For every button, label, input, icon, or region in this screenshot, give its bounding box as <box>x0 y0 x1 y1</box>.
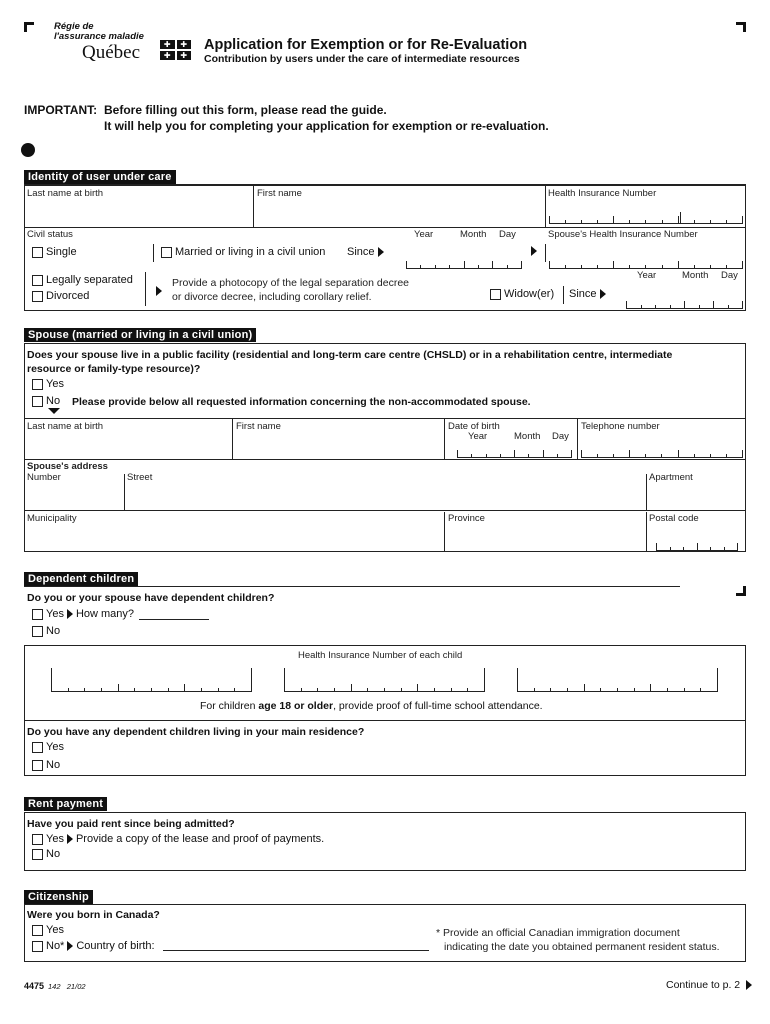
checkbox-single[interactable] <box>32 246 77 258</box>
separated-checkbox[interactable] <box>32 275 43 286</box>
widow-since <box>569 288 609 300</box>
spouse-question-2: resource or family-type resource)? <box>27 363 201 375</box>
rent-question: Have you paid rent since being admitted? <box>27 818 235 830</box>
spouse-yes-checkbox[interactable] <box>32 379 43 390</box>
label-civil-status: Civil status <box>27 229 73 240</box>
section-citizenship-title: Citizenship <box>24 890 93 904</box>
widow-checkbox[interactable] <box>490 289 501 300</box>
children-yes-checkbox[interactable] <box>32 609 43 620</box>
label-spouse-hin: Spouse's Health Insurance Number <box>548 229 698 240</box>
spouse-no-label: No <box>46 395 61 407</box>
spouse-postal-code-field[interactable] <box>656 543 738 551</box>
hin-field[interactable] <box>549 216 743 224</box>
born-canada-yes-label: Yes <box>46 924 64 936</box>
children-age-note <box>200 700 543 712</box>
rent-yes-note: Provide a copy of the lease and proof of payments. <box>75 833 325 845</box>
single-label: Single <box>46 246 77 258</box>
married-label: Married or living in a civil union <box>175 246 326 258</box>
spouse-yes-label: Yes <box>46 378 64 390</box>
widow-since-label: Since <box>569 288 597 300</box>
children-no-label: No <box>46 625 61 637</box>
country-of-birth-field[interactable] <box>163 950 429 951</box>
arrow-right-icon <box>153 283 165 301</box>
born-canada-no-checkbox[interactable] <box>32 941 43 952</box>
rent-yes-label: Yes <box>46 833 64 845</box>
widow-label-month: Month <box>682 270 709 281</box>
label-day: Day <box>499 229 516 240</box>
checkbox-legally-separated[interactable] <box>32 274 133 286</box>
arrow-right-icon <box>67 609 73 619</box>
widow-label-year: Year <box>637 270 657 281</box>
spouse-no-checkbox[interactable] <box>32 396 43 407</box>
checkbox-rent-yes[interactable] <box>32 833 324 845</box>
spouse-label-day: Day <box>552 431 569 442</box>
how-many-field[interactable] <box>139 619 209 620</box>
born-canada-yes-checkbox[interactable] <box>32 925 43 936</box>
separated-label: Legally separated <box>46 274 133 286</box>
checkbox-children-yes[interactable] <box>32 608 134 620</box>
arrow-right-icon <box>378 247 384 257</box>
section-children-title: Dependent children <box>24 572 138 586</box>
spouse-hin-arrow <box>528 246 540 256</box>
crop-mark-mid-right <box>736 586 746 596</box>
form-title: Application for Exemption or for Re-Evaluation <box>204 37 528 53</box>
crop-mark-top-left <box>24 22 34 32</box>
how-many-label: How many? <box>75 608 135 620</box>
section-spouse-title: Spouse (married or living in a civil union) <box>24 328 256 342</box>
arrow-right-icon <box>531 246 537 256</box>
checkbox-residence-yes[interactable] <box>32 741 64 753</box>
immigration-note-2: indicating the date you obtained permanent resident status. <box>444 941 720 953</box>
children-question: Do you or your spouse have dependent children? <box>27 592 275 604</box>
single-checkbox[interactable] <box>32 247 43 258</box>
divorced-checkbox[interactable] <box>32 291 43 302</box>
crop-mark-top-right <box>736 22 746 32</box>
checkbox-citizenship-no[interactable] <box>32 940 155 952</box>
spouse-label-address: Spouse's address <box>27 461 108 472</box>
children-hin-label: Health Insurance Number of each child <box>298 650 463 661</box>
spouse-label-street: Street <box>127 472 153 483</box>
org-name <box>54 22 144 42</box>
checkbox-rent-no[interactable] <box>32 848 60 860</box>
spouse-dob-field[interactable] <box>457 450 572 458</box>
married-since <box>347 246 387 258</box>
checkbox-divorced[interactable] <box>32 290 89 302</box>
spouse-label-first-name: First name <box>236 421 281 432</box>
residence-no-checkbox[interactable] <box>32 760 43 771</box>
residence-yes-checkbox[interactable] <box>32 742 43 753</box>
immigration-note-1: * Provide an official Canadian immigration document <box>436 927 680 939</box>
checkbox-citizenship-yes[interactable] <box>32 924 64 936</box>
checkbox-widow[interactable] <box>490 288 554 300</box>
form-number: 4475 <box>24 981 45 991</box>
checkbox-married[interactable] <box>161 246 325 258</box>
rent-no-checkbox[interactable] <box>32 849 43 860</box>
continue-label: Continue to p. 2 <box>666 979 741 991</box>
org-line-2: l'assurance maladie <box>54 31 144 42</box>
born-canada-no-label: No* <box>46 940 65 952</box>
children-no-checkbox[interactable] <box>32 626 43 637</box>
note-bold: age 18 or older <box>258 700 334 712</box>
arrow-right-icon <box>67 834 73 844</box>
checkbox-spouse-no[interactable] <box>32 395 60 407</box>
spouse-label-province: Province <box>448 513 485 524</box>
spouse-label-postal-code: Postal code <box>649 513 699 524</box>
divorced-label: Divorced <box>46 290 90 302</box>
form-subtitle: Contribution by users under the care of intermediate resources <box>204 53 520 65</box>
label-hin: Health Insurance Number <box>548 188 657 199</box>
widow-label-day: Day <box>721 270 738 281</box>
widow-label: Widow(er) <box>504 288 555 300</box>
label-year: Year <box>414 229 434 240</box>
label-last-name: Last name at birth <box>27 188 104 199</box>
quebec-wordmark: Québec <box>82 42 141 63</box>
section-identity-title: Identity of user under care <box>24 170 176 184</box>
rent-yes-checkbox[interactable] <box>32 834 43 845</box>
spouse-label-month: Month <box>514 431 541 442</box>
important-line-1: Before filling out this form, please read the guide. <box>104 103 387 117</box>
rent-no-label: No <box>46 848 61 860</box>
country-label: Country of birth: <box>76 940 155 952</box>
married-checkbox[interactable] <box>161 247 172 258</box>
checkbox-spouse-yes[interactable] <box>32 378 64 390</box>
spouse-no-note: Please provide below all requested information concerning the non-accommodated spouse. <box>72 396 531 408</box>
important-label: IMPORTANT: <box>24 103 98 117</box>
since-label: Since <box>347 246 375 258</box>
label-month: Month <box>460 229 487 240</box>
residence-yes-label: Yes <box>46 741 64 753</box>
note-post: , provide proof of full-time school attendance. <box>333 700 543 712</box>
widow-since-date-field[interactable] <box>626 301 743 309</box>
photocopy-note-2: or divorce decree, including corollary relief. <box>172 291 372 303</box>
children-residence-question: Do you have any dependent children living in your main residence? <box>27 726 365 738</box>
checkbox-residence-no[interactable] <box>32 759 60 771</box>
important-line-2: It will help you for completing your application for exemption or re-evaluation. <box>104 119 549 133</box>
married-since-date-field[interactable] <box>406 261 522 269</box>
note-pre: For children <box>200 700 259 712</box>
spouse-label-dob: Date of birth <box>448 421 500 432</box>
arrow-right-icon <box>600 289 606 299</box>
citizenship-question: Were you born in Canada? <box>27 909 160 921</box>
spouse-question-1: Does your spouse live in a public facility (residential and long-term care centre (CHSLD) or in a rehabilitation centre, intermediate <box>27 349 673 361</box>
form-version: 142 21/02 <box>48 982 86 991</box>
quebec-flag-logo: ✚ ✚ ✚ ✚ <box>160 40 191 60</box>
arrow-right-icon <box>67 941 73 951</box>
arrow-right-icon <box>746 980 752 990</box>
section-rent-title: Rent payment <box>24 797 107 811</box>
photocopy-note-1: Provide a photocopy of the legal separation decree <box>172 277 409 289</box>
org-line-1: Régie de <box>54 21 94 32</box>
spouse-label-last-name: Last name at birth <box>27 421 104 432</box>
spouse-label-municipality: Municipality <box>27 513 77 524</box>
residence-no-label: No <box>46 759 61 771</box>
arrow-down-icon <box>48 408 60 414</box>
bullet-dot <box>21 143 35 157</box>
spouse-label-number: Number <box>27 472 61 483</box>
spouse-label-telephone: Telephone number <box>581 421 660 432</box>
spouse-telephone-field[interactable] <box>581 450 743 458</box>
spouse-label-year: Year <box>468 431 488 442</box>
continue-link[interactable] <box>666 979 755 991</box>
checkbox-children-no[interactable] <box>32 625 60 637</box>
children-yes-label: Yes <box>46 608 64 620</box>
spouse-label-apartment: Apartment <box>649 472 693 483</box>
spouse-hin-field[interactable] <box>549 261 743 269</box>
label-first-name: First name <box>257 188 302 199</box>
